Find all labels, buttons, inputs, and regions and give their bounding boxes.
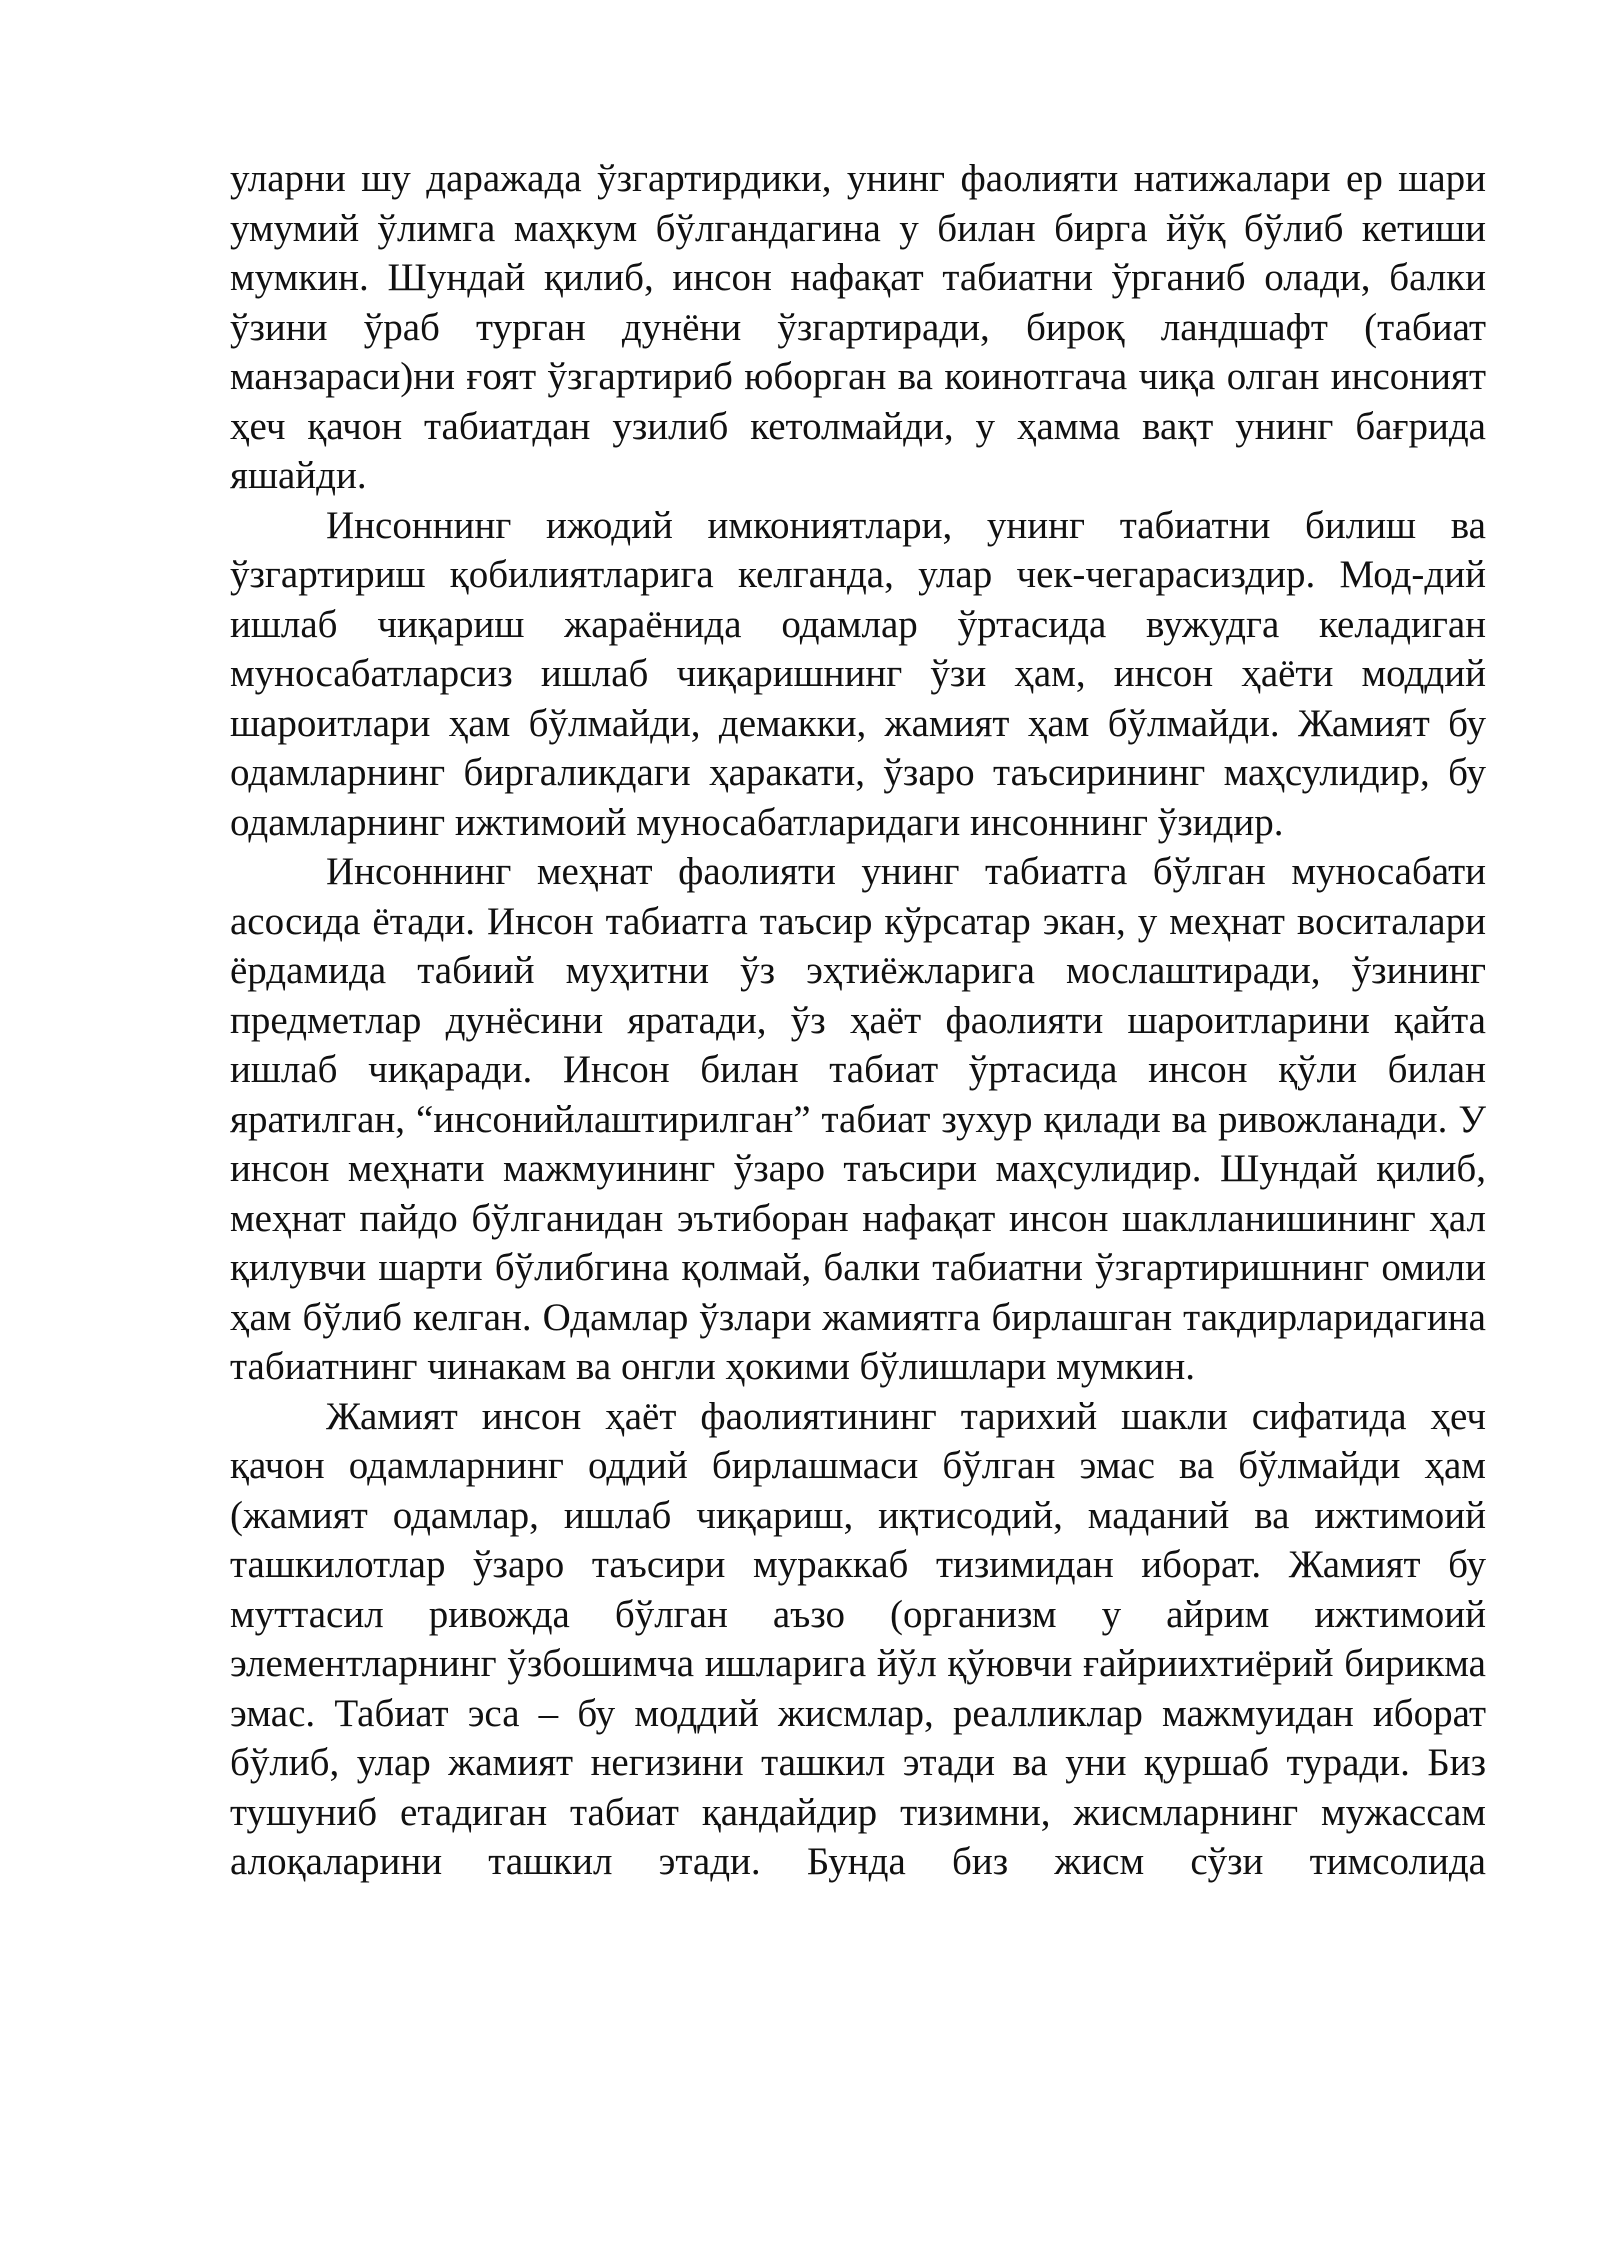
paragraph-1: уларни шу даражада ўзгартирдики, унинг фаолияти натижалари ер шари умумий ўлимга маҳкум бўлгандагина у билан бирга йўқ бўлиб кетиши мумкин. Шундай қилиб, инсон нафақат табиатни ўрганиб олади, балки ўзини ўраб турган дунёни ўзгартиради, бироқ ландшафт (табиат манзараси)ни ғоят ўзгартириб юборган ва коинотгача чиқа олган инсоният ҳеч қачон табиатдан узилиб кетолмайди, у ҳамма вақт унинг бағрида яшайди. [230,157,1486,497]
paragraph-3: Инсоннинг меҳнат фаолияти унинг табиатга бўлган муносабати асосида ётади. Инсон табиатга таъсир кўрсатар экан, у меҳнат воситалари ёрдамида табиий муҳитни ўз эҳтиёжларига мослаштиради, ўзининг предметлар дунёсини яратади, ўз ҳаёт фаолияти шароитларини қайта ишлаб чиқаради. Инсон билан табиат ўртасида инсон қўли билан яратилган, “инсонийлаштирилган” табиат зухур қилади ва ривожланади. У инсон меҳнати мажмуининг ўзаро таъсири маҳсулидир. Шундай қилиб, меҳнат пайдо бўлганидан эътиборан нафақат инсон шаклланишининг ҳал қилувчи шарти бўлибгина қолмай, балки табиатни ўзгартиришнинг омили ҳам бўлиб келган. Одамлар ўзлари жамиятга бирлашган такдирларидагина табиатнинг чинакам ва онгли ҳокими бўлишлари мумкин. [230,850,1486,1388]
document-body [230,154,1486,1887]
paragraph-2: Инсоннинг ижодий имкониятлари, унинг табиатни билиш ва ўзгартириш қобилиятларига келганда, улар чек-чегарасиздир. Мод-дий ишлаб чиқариш жараёнида одамлар ўртасида вужудга келадиган муносабатларсиз ишлаб чиқаришнинг ўзи ҳам, инсон ҳаёти моддий шароитлари ҳам бўлмайди, демакки, жамият ҳам бўлмайди. Жамият бу одамларнинг биргаликдаги ҳаракати, ўзаро таъсирининг маҳсулидир, бу одамларнинг ижтимоий муносабатларидаги инсоннинг ўзидир. [230,503,1486,844]
paragraph-4: Жамият инсон ҳаёт фаолиятининг тарихий шакли сифатида ҳеч қачон одамларнинг оддий бирлашмаси бўлган эмас ва бўлмайди ҳам (жамият одамлар, ишлаб чиқариш, иқтисодий, маданий ва ижтимоий ташкилотлар ўзаро таъсири мураккаб тизимидан иборат. Жамият бу муттасил ривожда бўлган аъзо (организм у айрим ижтимоий элементларнинг ўзбошимча ишларига йўл қўювчи ғайриихтиёрий бирикма эмас. Табиат эса – бу моддий жисмлар, реалликлар мажмуидан иборат бўлиб, улар жамият негизини ташкил этади ва уни қуршаб туради. Биз тушуниб етадиган табиат қандайдир тизимни, жисмларнинг мужассам алоқаларини ташкил этади. Бунда биз жисм сўзи тимсолида [230,1394,1486,1883]
